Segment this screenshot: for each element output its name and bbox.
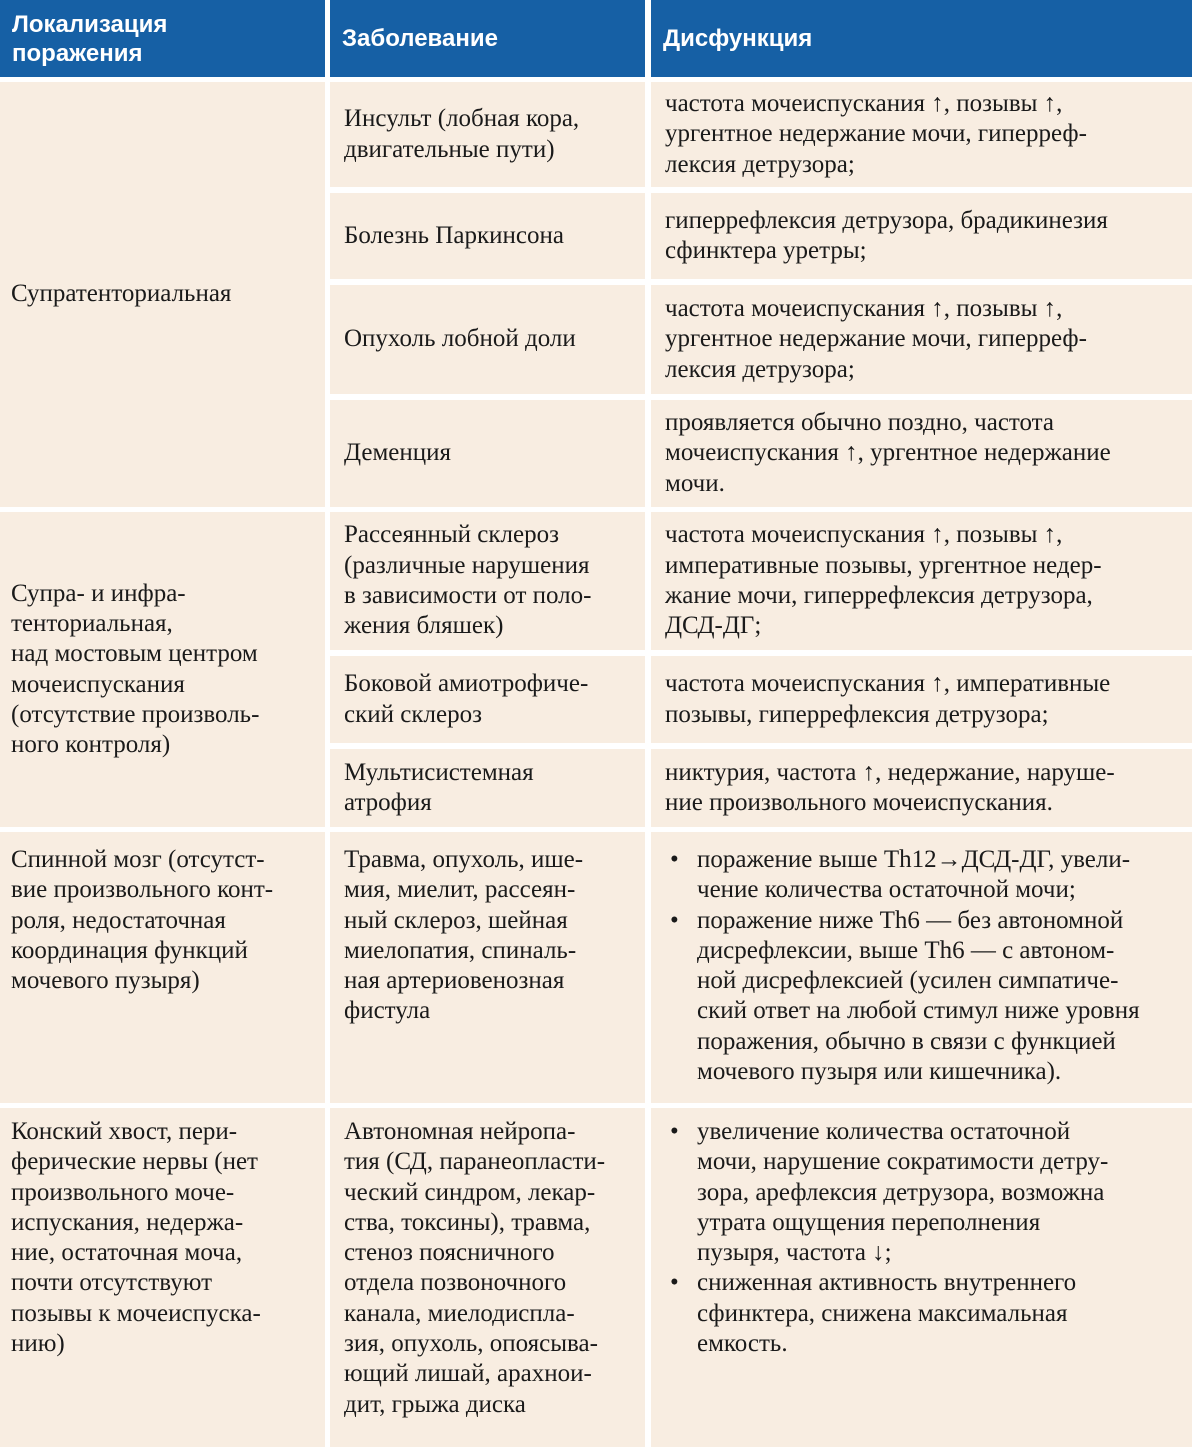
- dysfunction-text: частота мочеиспускания ↑, императивные: [665, 670, 1111, 698]
- disease-text: ный склероз, шейная: [344, 906, 568, 934]
- dysfunction-text: сфинктера, снижена максимальная: [697, 1299, 1068, 1327]
- disease-text: стеноз поясничного: [344, 1239, 555, 1267]
- disease-text: Автономная нейропа-: [344, 1118, 576, 1145]
- dysfunction-text: ургентное недержание мочи, гиперреф-: [665, 120, 1087, 148]
- disease-text: тия (СД, паранеопласти-: [344, 1148, 606, 1176]
- dysfunction-text: зора, арефлексия детрузора, возможна: [697, 1178, 1105, 1206]
- dysfunction-text: лексия детрузора;: [665, 355, 855, 383]
- localization-text: над мостовым центром: [11, 640, 258, 668]
- disease-text: Мультисистемная: [344, 758, 534, 786]
- localization-cell: [0, 82, 325, 507]
- disease-cell: [330, 656, 645, 743]
- disease-text: ющий лишай, арахнои-: [344, 1360, 592, 1388]
- dysfunction-text: поражения, обычно в связи с функцией: [697, 1027, 1116, 1055]
- disease-text: двигательные пути): [344, 135, 555, 163]
- dysfunction-cell: [651, 1108, 1192, 1447]
- disease-text: атрофия: [344, 789, 432, 816]
- localization-text: тенториальная,: [11, 609, 173, 637]
- disease-text: Деменция: [344, 439, 452, 467]
- disease-cell: [330, 82, 645, 187]
- dysfunction-cell: [651, 193, 1192, 279]
- disease-text: Рассеянный склероз: [344, 521, 559, 549]
- disease-text: ский склероз: [344, 700, 482, 728]
- dysfunction-text: частота мочеиспускания ↑, позывы ↑,: [665, 90, 1063, 118]
- localization-text: ферические нервы (нет: [11, 1148, 258, 1176]
- disease-text: жения бляшек): [344, 612, 504, 640]
- disease-text: ства, токсины), травма,: [344, 1208, 591, 1236]
- dysfunction-text: пузыря, частота ↓;: [697, 1239, 892, 1267]
- header-col3: [651, 0, 1192, 77]
- dysfunction-list-item: [665, 906, 1182, 1088]
- dysfunction-text: гиперрефлексия детрузора, брадикинезия: [665, 206, 1108, 234]
- dysfunction-text: ние произвольного мочеиспускания.: [665, 789, 1053, 816]
- disease-cell: [330, 1108, 645, 1447]
- dysfunction-text: ургентное недержание мочи, гиперреф-: [665, 325, 1087, 353]
- dysfunction-list: [665, 1117, 1182, 1359]
- localization-text: испускания, недержа-: [11, 1208, 244, 1236]
- dysfunction-text: мочи, нарушение сократимости детру-: [697, 1148, 1109, 1176]
- disease-text: (различные нарушения: [344, 551, 590, 579]
- disease-text: канала, миелодиспла-: [344, 1299, 575, 1327]
- disease-cell: [330, 832, 645, 1103]
- localization-cell: [0, 1108, 325, 1447]
- disease-cell: [330, 749, 645, 827]
- dysfunction-text: ДСД-ДГ;: [665, 612, 762, 640]
- localization-text: нию): [11, 1330, 65, 1358]
- dysfunction-text: утрата ощущения переполнения: [697, 1208, 1041, 1236]
- localization-text: роля, недостаточная: [11, 906, 226, 934]
- disease-text: ческий синдром, лекар-: [344, 1178, 596, 1206]
- dysfunction-text: сфинктера уретры;: [665, 237, 867, 264]
- dysfunction-list-item: [665, 1117, 1182, 1268]
- disease-cell: [330, 512, 645, 650]
- disease-cell: [330, 285, 645, 394]
- disease-text: в зависимости от поло-: [344, 582, 592, 609]
- header-label: поражения: [12, 39, 143, 67]
- dysfunction-cell: [651, 749, 1192, 827]
- dysfunction-cell: [651, 656, 1192, 743]
- disease-text: Болезнь Паркинсона: [344, 221, 564, 249]
- dysfunction-list: [665, 845, 1182, 1087]
- localization-text: вие произвольного конт-: [11, 876, 274, 904]
- dysfunction-cell: [651, 82, 1192, 187]
- disease-text: зия, опухоль, опоясыва-: [344, 1330, 598, 1358]
- dysfunction-text: жание мочи, гиперрефлексия детрузора,: [665, 582, 1093, 609]
- localization-text: мочевого пузыря): [11, 967, 200, 995]
- localization-text: произвольного моче-: [11, 1178, 235, 1206]
- dysfunction-text: • сниженная активность внутреннего: [697, 1269, 1077, 1297]
- dysfunction-text: проявляется обычно поздно, частота: [665, 409, 1055, 437]
- disease-text: Инсульт (лобная кора,: [344, 105, 580, 133]
- disease-text: миелопатия, спиналь-: [344, 936, 577, 964]
- localization-text: позывы к мочеиспуска-: [11, 1299, 261, 1327]
- dysfunction-text: никтурия, частота ↑, недержание, наруше-: [665, 758, 1115, 786]
- localization-text: Конский хвост, пери-: [11, 1118, 238, 1145]
- disease-text: Опухоль лобной доли: [344, 325, 576, 353]
- dysfunction-text: емкость.: [697, 1330, 788, 1358]
- disease-text: ная артериовенозная: [344, 967, 565, 995]
- disease-text: фистула: [344, 997, 431, 1025]
- dysfunction-text: ной дисрефлексией (усилен симпатиче-: [697, 967, 1119, 995]
- dysfunction-text: позывы, гиперрефлексия детрузора;: [665, 700, 1049, 728]
- header-col1: [0, 0, 325, 77]
- localization-text: почти отсутствуют: [11, 1269, 213, 1297]
- header-label: Заболевание: [342, 25, 498, 52]
- dysfunction-list-item: [665, 845, 1182, 906]
- dysfunction-text: императивные позывы, ургентное недер-: [665, 551, 1102, 579]
- localization-text: координация функций: [11, 936, 248, 964]
- dysfunction-cell: [651, 832, 1192, 1103]
- dysfunction-cell: [651, 400, 1192, 507]
- header-label: Дисфункция: [663, 25, 813, 52]
- disease-text: Боковой амиотрофиче-: [344, 670, 589, 698]
- localization-text: ние, остаточная моча,: [11, 1239, 243, 1267]
- dysfunction-cell: [651, 512, 1192, 650]
- dysfunction-cell: [651, 285, 1192, 394]
- disease-text: дит, грыжа диска: [344, 1390, 526, 1418]
- dysfunction-text: чение количества остаточной мочи;: [697, 876, 1076, 904]
- dysfunction-text: • поражение выше Th12→ДСД-ДГ, увели-: [697, 846, 1131, 873]
- disease-text: Травма, опухоль, ише-: [344, 846, 584, 873]
- disease-cell: [330, 193, 645, 279]
- dysfunction-text: частота мочеиспускания ↑, позывы ↑,: [665, 295, 1063, 323]
- dysfunction-text: дисрефлексии, выше Th6 — с автоном-: [697, 936, 1115, 964]
- disease-text: отдела позвоночного: [344, 1269, 567, 1297]
- localization-text: ного контроля): [11, 731, 171, 759]
- localization-text: Спинной мозг (отсутст-: [11, 846, 265, 873]
- disease-text: мия, миелит, рассеян-: [344, 876, 576, 904]
- localization-text: (отсутствие произволь-: [11, 700, 260, 728]
- dysfunction-text: лексия детрузора;: [665, 150, 855, 178]
- localization-cell: [0, 512, 325, 827]
- dysfunction-text: мочеиспускания ↑, ургентное недержание: [665, 439, 1111, 467]
- dysfunction-list-item: [665, 1268, 1182, 1359]
- localization-cell: [0, 832, 325, 1103]
- localization-text: Супра- и инфра-: [11, 579, 186, 607]
- dysfunction-text: мочи.: [665, 469, 725, 497]
- dysfunction-text: • поражение ниже Th6 — без автономной: [697, 906, 1124, 934]
- localization-text: мочеиспускания: [11, 670, 185, 698]
- header-label: Локализация: [12, 10, 168, 38]
- localization-text: Супратенториальная: [11, 280, 232, 308]
- dysfunction-text: ский ответ на любой стимул ниже уровня: [697, 997, 1140, 1025]
- dysfunction-text: • увеличение количества остаточной: [697, 1118, 1071, 1145]
- dysfunction-text: частота мочеиспускания ↑, позывы ↑,: [665, 521, 1063, 549]
- header-col2: [330, 0, 645, 77]
- disease-cell: [330, 400, 645, 507]
- dysfunction-text: мочевого пузыря или кишечника).: [697, 1058, 1062, 1086]
